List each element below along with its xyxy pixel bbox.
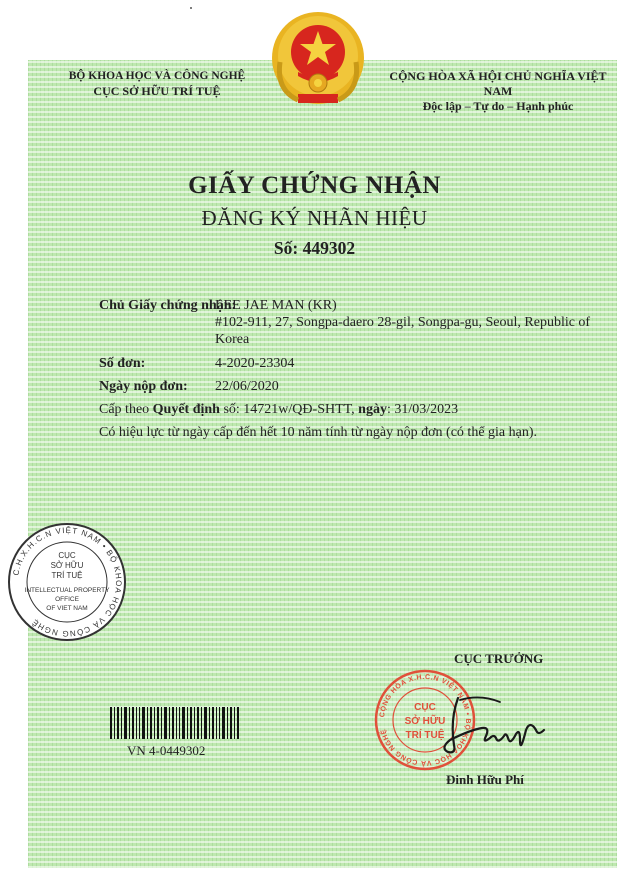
red-stamp-ring-text: CỘNG HÒA X.H.C.N VIỆT NAM • BỘ KHOA HỌC VÀ CÔNG NGHỆ [379, 673, 472, 767]
holder-label: Chủ Giấy chứng nhận: [99, 298, 237, 313]
red-stamp-line-3: TRÍ TUỆ [405, 730, 445, 741]
barcode [110, 707, 240, 739]
decision-date-label: ngày [358, 402, 387, 417]
seal-line-4: INTELLECTUAL PROPERTY [24, 587, 110, 594]
seal-line-3: TRÍ TUỆ [51, 571, 83, 580]
application-number: 4-2020-23304 [215, 356, 295, 371]
signatory-position: CỤC TRƯỞNG [454, 651, 544, 666]
ip-office-seal [5, 520, 129, 644]
seal-line-5: OFFICE [55, 596, 79, 603]
national-emblem-icon [268, 10, 368, 110]
barcode-number: VN 4-0449302 [127, 743, 206, 758]
certificate-number: Số: 449302 [273, 238, 356, 258]
holder-address-line1: #102-911, 27, Songpa-daero 28-gil, Songpa-gu, Seoul, Republic of [215, 315, 591, 330]
validity-statement: Có hiệu lực từ ngày cấp đến hết 10 năm tính từ ngày nộp đơn (có thể gia hạn). [99, 425, 538, 440]
decision-number: số: 14721w/QĐ-SHTT, [219, 402, 359, 417]
decision-prefix: Cấp theo [99, 402, 153, 417]
seal-ring-text: C.H.X.H.C.N VIỆT NAM • BỘ KHOA HỌC VÀ CÔNG NGHỆ [11, 525, 124, 639]
office-name: CỤC SỞ HỮU TRÍ TUỆ [93, 84, 221, 98]
filing-date-label: Ngày nộp đơn: [99, 379, 188, 394]
decision-line [99, 401, 458, 419]
filing-date: 22/06/2020 [215, 379, 279, 394]
country-name: CỘNG HÒA XÃ HỘI CHỦ NGHĨA VIỆT NAM [389, 69, 607, 98]
certificate-title: GIẤY CHỨNG NHẬN [188, 172, 441, 199]
red-stamp-line-2: SỞ HỮU [404, 716, 446, 727]
seal-line-6: OF VIET NAM [46, 605, 88, 612]
signatory-name: Đinh Hữu Phí [446, 772, 524, 787]
decision-date: : 31/03/2023 [386, 402, 459, 417]
national-motto-header [376, 69, 620, 114]
scan-dot [190, 7, 192, 9]
application-number-label: Số đơn: [99, 356, 146, 371]
holder-address-line2: Korea [215, 332, 250, 347]
handwritten-signature [420, 690, 550, 760]
issuer-header [48, 69, 266, 99]
decision-label: Quyết định [152, 402, 220, 417]
red-stamp-line-1: CỤC [414, 702, 436, 713]
holder-name: LEE JAE MAN (KR) [215, 298, 337, 313]
certificate-subtitle: ĐĂNG KÝ NHÃN HIỆU [201, 206, 428, 230]
ministry-name: BỘ KHOA HỌC VÀ CÔNG NGHỆ [68, 70, 246, 82]
seal-line-2: SỞ HỮU [50, 561, 84, 570]
seal-line-1: CỤC [58, 551, 76, 560]
national-motto: Độc lập – Tự do – Hạnh phúc [422, 99, 574, 113]
